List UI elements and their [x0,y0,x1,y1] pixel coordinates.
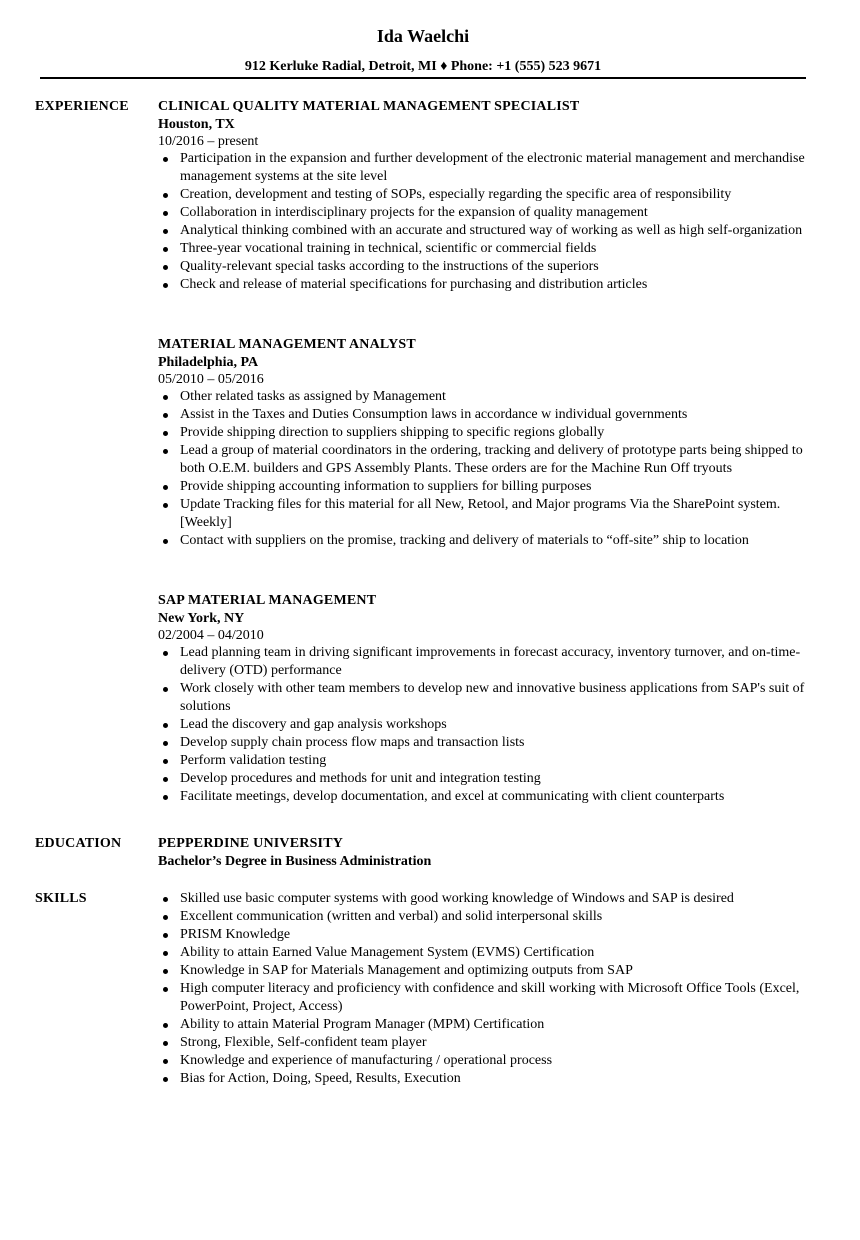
bullet-icon [163,741,168,746]
skill-item [158,962,810,980]
bullet-icon [163,1077,168,1082]
bullet-icon [163,485,168,490]
skill-text: Strong, Flexible, Self-confident team player [180,1035,427,1050]
bullet-icon [163,413,168,418]
bullet-icon [163,449,168,454]
bullet-icon [163,987,168,992]
duty-text: Other related tasks as assigned by Management [180,389,446,404]
bullet-icon [163,777,168,782]
skill-text: Ability to attain Material Program Manager (MPM) Certification [180,1017,545,1032]
education-body [158,835,810,871]
job-location: Houston, TX [158,117,235,132]
duty-item [158,496,810,532]
experience-heading: EXPERIENCE [35,99,129,114]
skill-item [158,890,810,908]
bullet-icon [163,1023,168,1028]
job-location: New York, NY [158,611,245,626]
bullet-icon [163,229,168,234]
bullet-icon [163,503,168,508]
skill-text: Skilled use basic computer systems with good working knowledge of Windows and SAP is desired [180,891,734,906]
duty-text: Lead planning team in driving significant improvements in forecast accuracy, inventory turnover, and on-time-delivery (OTD) performance [180,645,801,678]
job-title: CLINICAL QUALITY MATERIAL MANAGEMENT SPECIALIST [158,99,580,114]
job-title: MATERIAL MANAGEMENT ANALYST [158,337,416,352]
duty-text: Collaboration in interdisciplinary projects for the expansion of quality management [180,205,648,220]
duty-text: Participation in the expansion and further development of the electronic material management and merchandise management systems at the site level [180,151,805,184]
bullet-icon [163,759,168,764]
duty-text: Facilitate meetings, develop documentation, and excel at communicating with client counterparts [180,789,725,804]
duty-text: Creation, development and testing of SOPs, especially regarding the specific area of responsibility [180,187,732,202]
skill-item [158,980,810,1016]
skills-body [158,890,810,1088]
duty-text: Lead a group of material coordinators in the ordering, tracking and delivery of prototype parts being shipped to both O.E.M. builders and GPS Assembly Plants. These orders are for the Machine Run Off tryouts [180,443,803,476]
duty-text: Provide shipping direction to suppliers shipping to specific regions globally [180,425,605,440]
job-duties [158,150,810,294]
education-heading: EDUCATION [35,836,122,851]
duty-item [158,204,810,222]
bullet-icon [163,539,168,544]
bullet-icon [163,247,168,252]
duty-item [158,644,810,680]
bullet-icon [163,1041,168,1046]
skills-list [158,890,810,1088]
duty-item [158,406,810,424]
duty-text: Three-year vocational training in technical, scientific or commercial fields [180,241,597,256]
bullet-icon [163,395,168,400]
bullet-icon [163,795,168,800]
duty-text: Check and release of material specifications for purchasing and distribution articles [180,277,648,292]
duty-item [158,186,810,204]
duty-item [158,240,810,258]
job-dates: 02/2004 – 04/2010 [158,628,264,643]
bullet-icon [163,211,168,216]
resume-header [40,25,806,76]
duty-item [158,478,810,496]
duty-text: Assist in the Taxes and Duties Consumption laws in accordance w individual governments [180,407,688,422]
duty-text: Update Tracking files for this material for all New, Retool, and Major programs Via the SharePoint system. [Weekly] [180,497,781,530]
bullet-icon [163,723,168,728]
duty-item [158,276,810,294]
job-location: Philadelphia, PA [158,355,259,370]
skill-text: PRISM Knowledge [180,927,291,942]
skill-text: Knowledge in SAP for Materials Management and optimizing outputs from SAP [180,963,633,978]
job-entry [158,98,810,294]
header-divider [40,77,806,79]
skill-item [158,926,810,944]
duty-item [158,716,810,734]
duty-item [158,752,810,770]
skill-item [158,1070,810,1088]
job-entry [158,336,810,550]
duty-text: Develop procedures and methods for unit and integration testing [180,771,541,786]
bullet-icon [163,687,168,692]
duty-text: Work closely with other team members to develop new and innovative business applications from SAP's suit of solutions [180,681,805,714]
duty-item [158,258,810,276]
duty-item [158,442,810,478]
bullet-icon [163,431,168,436]
degree: Bachelor’s Degree in Business Administration [158,854,432,869]
duty-text: Contact with suppliers on the promise, tracking and delivery of materials to “off-site” ship to location [180,533,749,548]
duty-text: Quality-relevant special tasks according to the instructions of the superiors [180,259,599,274]
job-title: SAP MATERIAL MANAGEMENT [158,593,377,608]
bullet-icon [163,915,168,920]
duty-item [158,532,810,550]
skill-item [158,944,810,962]
skill-text: Excellent communication (written and verbal) and solid interpersonal skills [180,909,603,924]
duty-item [158,680,810,716]
candidate-name: Ida Waelchi [376,26,470,46]
skill-item [158,908,810,926]
skill-item [158,1034,810,1052]
duty-text: Perform validation testing [180,753,327,768]
bullet-icon [163,933,168,938]
bullet-icon [163,897,168,902]
duty-item [158,150,810,186]
job-duties [158,388,810,550]
bullet-icon [163,193,168,198]
job-duties [158,644,810,806]
duty-text: Analytical thinking combined with an accurate and structured way of working as well as high self-organization [180,223,803,238]
bullet-icon [163,651,168,656]
duty-text: Provide shipping accounting information to suppliers for billing purposes [180,479,592,494]
duty-item [158,734,810,752]
skill-text: Bias for Action, Doing, Speed, Results, Execution [180,1071,461,1086]
duty-item [158,424,810,442]
duty-item [158,222,810,240]
bullet-icon [163,951,168,956]
bullet-icon [163,969,168,974]
duty-text: Develop supply chain process flow maps and transaction lists [180,735,525,750]
skill-text: Ability to attain Earned Value Management System (EVMS) Certification [180,945,595,960]
job-dates: 10/2016 – present [158,134,259,149]
bullet-icon [163,157,168,162]
contact-line: 912 Kerluke Radial, Detroit, MI ♦ Phone: +1 (555) 523 9671 [244,59,602,74]
duty-item [158,770,810,788]
bullet-icon [163,265,168,270]
job-dates: 05/2010 – 05/2016 [158,372,264,387]
job-entry [158,592,810,806]
duty-text: Lead the discovery and gap analysis workshops [180,717,447,732]
bullet-icon [163,1059,168,1064]
skill-item [158,1052,810,1070]
skill-text: High computer literacy and proficiency with confidence and skill working with Microsoft Office Tools (Excel, PowerPoint, Project, Access) [180,981,800,1014]
school-name: PEPPERDINE UNIVERSITY [158,836,344,851]
skill-text: Knowledge and experience of manufacturing / operational process [180,1053,553,1068]
skills-heading: SKILLS [35,891,87,906]
skill-item [158,1016,810,1034]
bullet-icon [163,283,168,288]
duty-item [158,788,810,806]
duty-item [158,388,810,406]
